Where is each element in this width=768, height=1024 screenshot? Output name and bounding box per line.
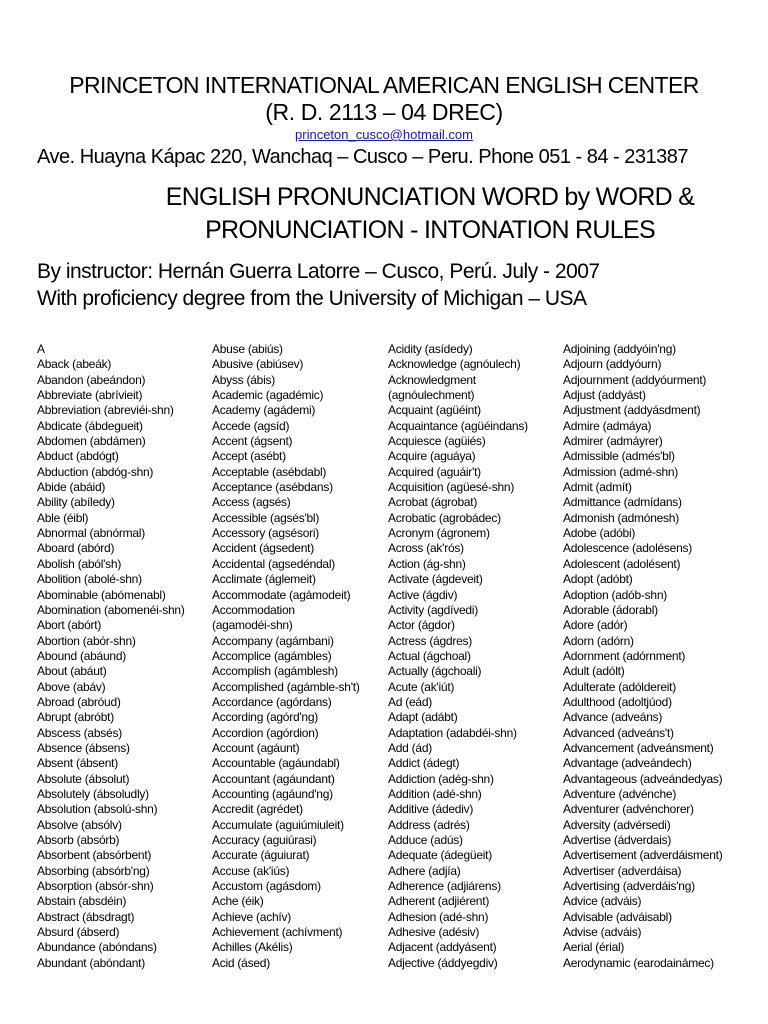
word-entry: Aerodynamic (earodainámec) [563,955,714,970]
word-entry: Abroad (abróud) [37,694,121,709]
word-column-4 [563,342,722,971]
word-entry: Accumulate (aguiúmiuleit) [212,817,344,832]
word-entry: Abnormal (abnórmal) [37,526,145,541]
word-entry: Acceptable (asébdabl) [212,464,327,479]
word-entry: Academy (agádemi) [212,403,316,418]
word-entry: Advantageous (adveándedyas) [563,771,723,786]
word-entry: Absorb (absórb) [37,833,120,847]
word-entry: Adjoining (addyóin'ng) [563,342,676,356]
word-entry: Abduction (abdóg-shn) [37,464,154,479]
word-entry: Accuse (ak'iús) [212,863,290,878]
word-entry: Admit (admít) [563,480,632,495]
word-entry: Active (ágdiv) [388,587,458,602]
word-entry: Abrupt (abróbt) [37,710,114,725]
word-entry: Adventure (advénche) [563,786,677,801]
word-entry: Admittance (admídans) [563,495,682,510]
word-entry: Adjourn (addyóurn) [563,357,662,372]
word-entry: Advancement (adveánsment) [563,740,714,755]
word-entry: Actor (ágdor) [388,618,455,633]
word-entry: Advice (adváis) [563,894,642,909]
word-entry: Abound (abáund) [37,648,126,663]
word-entry: Accuracy (aguiúrasi) [212,833,317,847]
word-entry: Add (ád) [388,740,433,755]
word-entry: Advisable (adváisabl) [563,909,672,924]
word-entry: Adhere (adjía) [388,863,461,878]
word-entry: Advise (adváis) [563,925,642,940]
word-entry: Absurd (ábserd) [37,925,120,940]
word-entry: Adjournment (addyóurment) [563,372,707,387]
email-container [0,127,768,142]
word-entry: Adulthood (adoltjúod) [563,694,672,709]
word-entry: Ability (abíledy) [37,495,115,510]
word-entry: Additive (ádediv) [388,802,474,817]
word-entry: Absorbent (absórbent) [37,848,152,863]
word-entry: Advantage (adveándech) [563,756,692,771]
word-entry: Abuse (abiús) [212,342,283,356]
word-entry: (agnóulechment) [388,388,475,403]
registration-number: (R. D. 2113 – 04 DREC) [265,99,503,125]
word-entry: Activate (ágdeveit) [388,572,483,587]
word-entry: (agamodéi-shn) [212,618,293,633]
word-entry: Actress (ágdres) [388,633,473,648]
word-entry: Acknowledgment [388,372,476,387]
word-column-2 [212,342,360,971]
word-entry: Abolish (aból'sh) [37,556,122,571]
word-entry: Abscess (absés) [37,725,122,740]
word-entry: Accept (asébt) [212,449,286,464]
word-entry: Acidity (asídedy) [388,342,473,356]
word-entry: Abyss (ábis) [212,372,276,387]
word-entry: Adherence (adjiárens) [388,879,501,894]
word-entry: Ad (eád) [388,694,433,709]
address-line: Ave. Huayna Kápac 220, Wanchaq – Cusco – Peru. Phone 051 - 84 - 231387 [37,146,689,168]
word-entry: According (agórd'ng) [212,710,319,725]
word-entry: Adulterate (adóldereit) [563,679,676,694]
word-entry: Accompany (agámbani) [212,633,334,648]
word-entry: Advertise (ádverdais) [563,833,672,847]
word-entry: Ache (éik) [212,894,264,909]
word-entry: Abomination (abomenéi-shn) [37,602,185,617]
word-entry: Adjustment (addyásdment) [563,403,701,418]
word-entry: Adolescent (adolésent) [563,556,681,571]
word-entry: Acquaintance (agüéindans) [388,418,528,433]
word-entry: Action (ág-shn) [388,556,466,571]
word-entry: Adventurer (advénchorer) [563,802,694,817]
word-entry: Accessory (agsésori) [212,526,320,541]
word-entry: Adopt (adóbt) [563,572,633,587]
word-entry: Achieve (achív) [212,909,291,924]
word-entry: Abandon (abeándon) [37,372,146,387]
word-entry: Abdomen (abdámen) [37,434,146,449]
word-column-1 [37,342,185,971]
word-entry: Achilles (Akélis) [212,940,293,955]
word-entry: Acclimate (áglemeit) [212,572,316,587]
email-link[interactable]: princeton_cusco@hotmail.com [295,127,473,142]
word-entry: Advance (adveáns) [563,710,663,725]
word-entry: Absolutely (ábsoludly) [37,786,149,801]
word-entry: Across (ak'rós) [388,541,464,556]
word-entry: Accordance (agórdans) [212,694,332,709]
word-entry: Address (adrés) [388,817,470,832]
word-entry: Able (éibl) [37,510,89,525]
word-entry: Absorption (absór-shn) [37,879,154,894]
word-entry: Accommodate (agámodeit) [212,587,351,602]
word-entry: Acknowledge (agnóulech) [388,357,521,372]
word-entry: Activity (agdívedi) [388,602,478,617]
word-entry: Abundant (abóndant) [37,955,146,970]
word-entry: Abbreviate (abrívieit) [37,388,143,403]
word-entry: Acquiesce (agüiés) [388,434,486,449]
word-entry: Accomplished (agámble-sh't) [212,679,360,694]
word-entry: Accidental (agsedéndal) [212,556,335,571]
word-entry: Above (abáv) [37,679,106,694]
word-entry: Abortion (abór-shn) [37,633,136,648]
word-entry: Acid (ásed) [212,955,270,970]
word-entry: Acquired (aguáir't) [388,464,481,479]
word-entry: Aerial (érial) [563,940,625,955]
word-entry: Acquaint (agüéint) [388,403,481,418]
word-entry: Actual (ágchoal) [388,648,471,663]
word-entry: Absolute (ábsolut) [37,771,130,786]
word-entry: Absent (ábsent) [37,756,118,771]
word-entry: About (abáut) [37,664,107,679]
word-entry: Acute (ak'iút) [388,679,455,694]
word-entry: Adorn (adórn) [563,633,634,648]
word-entry: Adoption (adób-shn) [563,587,667,602]
document-title-line-2: PRONUNCIATION - INTONATION RULES [205,216,655,244]
word-entry: Adobe (adóbi) [563,526,636,541]
word-entry: Addict (ádegt) [388,756,460,771]
document-title-line-1: ENGLISH PRONUNCIATION WORD by WORD & [165,183,695,211]
word-entry: Abbreviation (abreviéi-shn) [37,403,174,418]
word-entry: Accountable (agáundabl) [212,756,340,771]
word-entry: Acceptance (asébdans) [212,480,333,495]
word-entry: Absolution (absolú-shn) [37,802,158,817]
word-entry: Admission (admé-shn) [563,464,679,479]
word-entry: Adorable (ádorabl) [563,602,658,617]
word-entry: Adapt (adábt) [388,710,458,725]
word-entry: Adduce (adús) [388,833,463,847]
word-entry: Accommodation [212,602,295,617]
word-entry: A [37,342,45,356]
word-entry: Absorbing (absórb'ng) [37,863,150,878]
word-entry: Adornment (adórnment) [563,648,686,663]
word-entry: Adequate (ádegüeit) [388,848,492,863]
word-column-3 [388,342,528,971]
word-entry: Abundance (abóndans) [37,940,157,955]
word-entry: Advertiser (adverdáisa) [563,863,682,878]
word-entry: Accede (agsíd) [212,418,290,433]
word-entry: Abstract (ábsdragt) [37,909,135,924]
word-entry: Advanced (adveáns't) [563,725,674,740]
word-entry: Abort (abórt) [37,618,102,633]
word-entry: Account (agáunt) [212,740,300,755]
word-entry: Adhesive (adésiv) [388,925,480,940]
word-entry: Advertisement (adverdáisment) [563,848,723,863]
word-entry: Accustom (agásdom) [212,879,321,894]
word-entry: Accent (ágsent) [212,434,293,449]
word-entry: Actually (ágchoali) [388,664,482,679]
word-entry: Abominable (abómenabl) [37,587,166,602]
word-entry: Accident (ágsedent) [212,541,314,556]
word-entry: Adolescence (adolésens) [563,541,692,556]
word-entry: Adult (adólt) [563,664,625,679]
instructor-line: By instructor: Hernán Guerra Latorre – Cusco, Perú. July - 2007 [37,260,600,283]
word-entry: Acronym (ágronem) [388,526,490,541]
word-entry: Academic (agadémic) [212,388,324,403]
word-entry: Adversity (advérsedi) [563,817,671,832]
word-entry: Adaptation (adabdéi-shn) [388,725,517,740]
word-entry: Absence (ábsens) [37,740,130,755]
word-entry: Adjacent (addyásent) [388,940,497,955]
word-entry: Acquisition (agüesé-shn) [388,480,515,495]
word-entry: Abduct (abdógt) [37,449,119,464]
word-entry: Abusive (abiúsev) [212,357,304,372]
word-entry: Adjective (áddyegdiv) [388,955,498,970]
word-entry: Accredit (agrédet) [212,802,303,817]
word-entry: Accurate (águiurat) [212,848,310,863]
proficiency-line: With proficiency degree from the University of Michigan – USA [37,287,587,310]
word-entry: Abstain (absdéin) [37,894,127,909]
word-entry: Admirer (admáyrer) [563,434,663,449]
word-entry: Adherent (adjiérent) [388,894,490,909]
word-entry: Acrobatic (agrobádec) [388,510,501,525]
word-entry: Addiction (adég-shn) [388,771,494,786]
word-entry: Admissible (admés'bl) [563,449,675,464]
word-entry: Accordion (agórdion) [212,725,319,740]
word-entry: Acrobat (ágrobat) [388,495,478,510]
word-entry: Aboard (abórd) [37,541,115,556]
word-entry: Advertising (adverdáis'ng) [563,879,695,894]
word-entry: Accessible (agsés'bl) [212,510,320,525]
word-entry: Adjust (addyást) [563,388,646,403]
word-entry: Absolve (absólv) [37,817,122,832]
center-name: PRINCETON INTERNATIONAL AMERICAN ENGLISH CENTER [69,72,699,98]
word-entry: Access (agsés) [212,495,291,510]
word-entry: Accomplice (agámbles) [212,648,332,663]
word-entry: Adhesion (adé-shn) [388,909,489,924]
word-entry: Addition (adé-shn) [388,786,482,801]
word-entry: Aback (abeák) [37,357,112,372]
word-entry: Acquire (aguáya) [388,449,476,464]
word-entry: Abide (abáid) [37,480,106,495]
word-entry: Accounting (agáund'ng) [212,786,333,801]
word-entry: Admire (admáya) [563,418,652,433]
word-entry: Accomplish (agámblesh) [212,664,338,679]
word-entry: Adore (adór) [563,618,628,633]
word-entry: Admonish (admónesh) [563,510,679,525]
word-entry: Abdicate (ábdegueit) [37,418,143,433]
word-entry: Achievement (achívment) [212,925,343,940]
word-entry: Accountant (agáundant) [212,771,335,786]
word-entry: Abolition (abolé-shn) [37,572,142,587]
